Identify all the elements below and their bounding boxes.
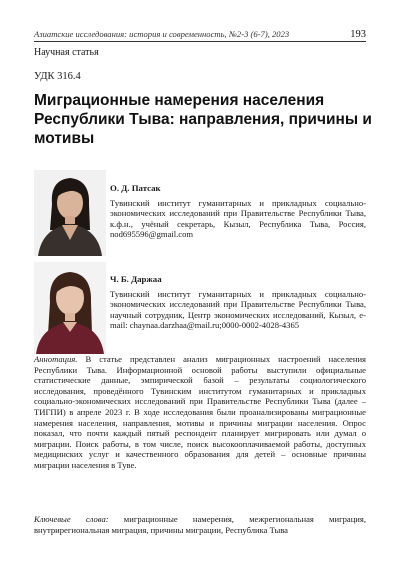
- author-photo-darzhaa: [34, 262, 106, 354]
- article-type: Научная статья: [34, 47, 99, 58]
- author-affiliation: Тувинский институт гуманитарных и прикладных социально-экономических исследований при Правительстве Республики Тыва, к.ф.н., учёный секретарь, Кызыл, Республика Тыва, Россия, nod695596@gmail.com: [110, 197, 366, 240]
- keywords-label: Ключевые слова:: [34, 514, 109, 524]
- abstract: [34, 354, 366, 471]
- author-info-2: [110, 274, 366, 331]
- abstract-text: В статье представлен анализ миграционных настроений населения Республики Тыва. Информационной основой работы выступили официальные статистические данные, эмпирической базой – результаты социологического исследования, проведённого Тувинским институтом гуманитарных и прикладных социально-экономических исследований при Правительстве Республики Тыва (далее – ТИГПИ) в апреле 2023 г. В ходе исследования были проанализированы миграционные намерения населения, направления, мотивы и причины миграции населения. Опрос показал, что почти каждый пятый респондент планирует мигрировать или думал о миграции. Поиск работы, в том числе, поиск высокооплачиваемой работы, доступных медицинских услуг и качественного образования для детей – основные причины миграции населения в Туве.: [34, 354, 366, 470]
- article-title: Миграционные намерения населения Республики Тыва: направления, причины и мотивы: [34, 92, 372, 147]
- page-number: 193: [350, 29, 366, 40]
- abstract-label: Аннотация.: [34, 354, 78, 364]
- keywords: [34, 514, 366, 535]
- author-name: Ч. Б. Даржаа: [110, 274, 162, 284]
- udc-code: УДК 316.4: [34, 71, 81, 82]
- author-affiliation: Тувинский институт гуманитарных и прикладных социально-экономических исследований при Правительстве Республики Тыва, научный сотрудник, Центр экономических исследований, Кызыл, e-mail: chaynaa.darzhaa@mail.ru;0000-0002-4028-4365: [110, 288, 366, 331]
- author-photo-patsak: [34, 170, 106, 256]
- journal-name: Азиатские исследования: история и современность, №2-3 (6-7), 2023: [34, 29, 290, 39]
- running-header: [34, 29, 366, 40]
- author-name: О. Д. Патсак: [110, 183, 161, 193]
- header-divider: [34, 41, 366, 42]
- keywords-text: миграционные намерения, межрегиональная миграция, внутрирегиональная миграция, причины миграции, Республика Тыва: [34, 514, 367, 535]
- author-info-1: [110, 183, 366, 240]
